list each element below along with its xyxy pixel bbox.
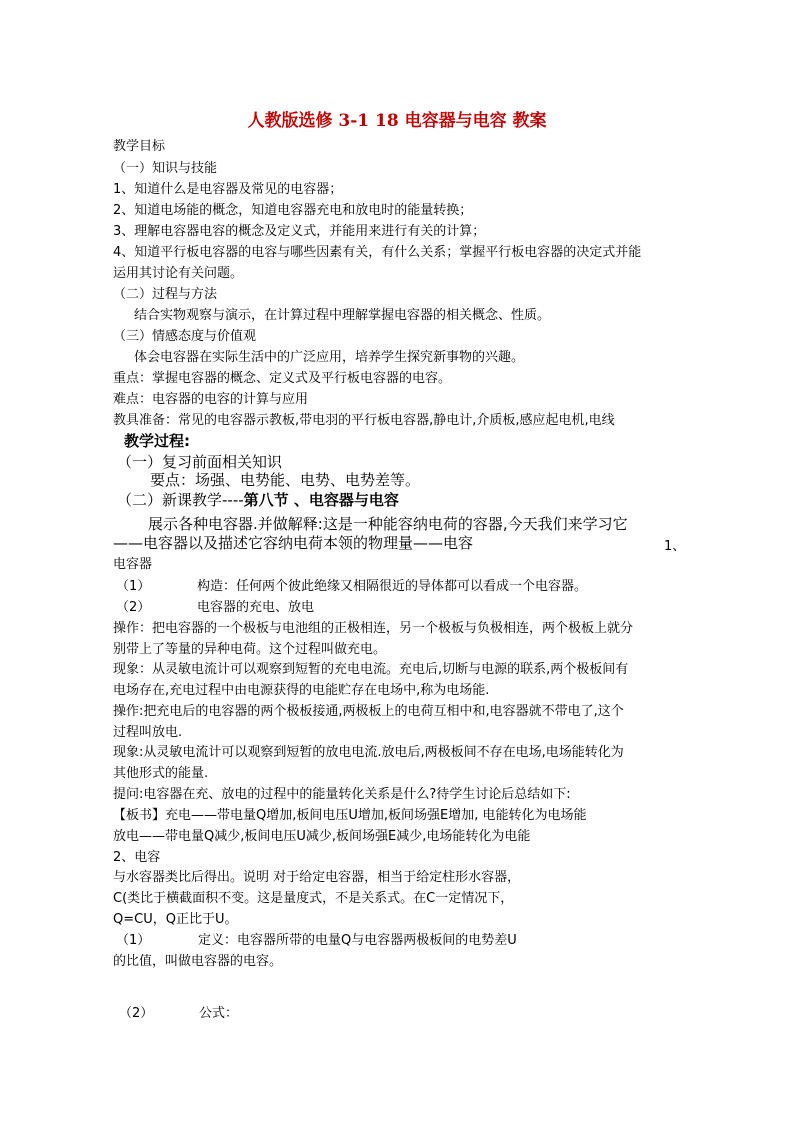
text-line: （一）知识与技能 <box>113 161 218 176</box>
item-number: （2） <box>116 600 151 615</box>
text-line: 定义：电容器所带的电量Q与电容器两极板间的电势差U <box>198 933 517 948</box>
text-line: 提问:电容器在充、放电的过程中的能量转化关系是什么?待学生讨论后总结如下: <box>113 787 571 802</box>
text-line: 运用其讨论有关问题。 <box>113 266 244 281</box>
text-line: 的比值，叫做电容器的电容。 <box>113 954 283 969</box>
text-line: 体会电容器在实际生活中的广泛应用，培养学生探究新事物的兴趣。 <box>121 350 525 365</box>
text-line: 结合实物观察与演示，在计算过程中理解掌握电容器的相关概念、性质。 <box>121 308 551 323</box>
text-line: 电场存在,充电过程中由电源获得的电能贮存在电场中,称为电场能. <box>113 683 490 698</box>
text-line: （二）过程与方法 <box>113 287 218 302</box>
text-line: （一）复习前面相关知识 <box>117 453 283 471</box>
text-line: 4、知道平行板电容器的电容与哪些因素有关，有什么关系；掌握平行板电容器的决定式并能 <box>113 245 642 260</box>
text-line: 2、电容 <box>113 850 161 865</box>
text-line: 要点：场强、电势能、电势、电势差等。 <box>150 471 421 489</box>
text-line: 【板书】充电——带电量Q增加,板间电压U增加,板间场强E增加, 电能转化为电场能 <box>113 808 587 823</box>
text-line: 过程叫放电. <box>113 725 183 740</box>
text-line: 2、知道电场能的概念，知道电容器充电和放电时的能量转换； <box>113 203 473 218</box>
text-line: 教具准备：常见的电容器示教板,带电羽的平行板电容器,静电计,介质板,感应起电机,电线 <box>113 413 615 428</box>
text-line: 教学目标 <box>113 139 166 154</box>
text-line: ——电容器以及描述它容纳电荷本领的物理量——电容 <box>113 534 474 552</box>
text-line: 构造：任何两个彼此绝缘又相隔很近的导体都可以看成一个电容器。 <box>197 579 588 594</box>
text-line <box>117 490 399 510</box>
text-line: 1、知道什么是电容器及常见的电容器； <box>113 182 343 197</box>
page-title: 人教版选修 3-1 18 电容器与电容 教案 <box>247 111 547 131</box>
text-line: C(类比于横截面积不变。这是量度式，不是关系式。在C一定情况下， <box>113 891 514 906</box>
text-line: 现象:从灵敏电流计可以观察到短暂的放电电流.放电后,两极板间不存在电场,电场能转化为 <box>113 745 624 760</box>
text-line: Q=CU，Q正比于U。 <box>113 912 238 927</box>
text-line: 公式： <box>199 1006 239 1021</box>
text-line: 别带上了等量的异种电荷。这个过程叫做充电。 <box>113 642 387 657</box>
text-line: （三）情感态度与价值观 <box>113 329 257 344</box>
text-line: 重点：掌握电容器的概念、定义式及平行板电容器的电容。 <box>113 371 452 386</box>
item-number: （1） <box>116 579 151 594</box>
lesson-title: 第八节 、电容器与电容 <box>243 491 399 509</box>
text-line: 电容器的充电、放电 <box>197 600 315 615</box>
item-number: （1） <box>116 933 151 948</box>
text-line: 操作：把电容器的一个极板与电池组的正极相连，另一个极板与负极相连，两个极板上就分 <box>113 621 634 636</box>
text-line: 放电——带电量Q减少,板间电压U减少,板间场强E减少,电场能转化为电能 <box>113 829 531 844</box>
text-line: 3、理解电容器电容的概念及定义式，并能用来进行有关的计算； <box>113 224 486 239</box>
text-line: 与水容器类比后得出。说明 对于给定电容器，相当于给定柱形水容器， <box>113 870 521 885</box>
text-line: 难点：电容器的电容的计算与应用 <box>113 392 309 407</box>
text-line: 现象：从灵敏电流计可以观察到短暂的充电电流。充电后,切断与电源的联系,两个极板间有 <box>113 662 629 677</box>
item-number: （2） <box>119 1006 154 1021</box>
section-heading: 教学过程: <box>124 432 190 450</box>
text-line: 其他形式的能量. <box>113 766 209 781</box>
text-line: 展示各种电容器.并做解释:这是一种能容纳电荷的容器,今天我们来学习它 <box>148 515 628 533</box>
item-number: 1、 <box>664 539 686 554</box>
text-line: 电容器 <box>113 557 153 572</box>
section-label: （二）新课教学---- <box>117 491 244 509</box>
text-line: 操作:把充电后的电容器的两个极板接通,两极板上的电荷互相中和,电容器就不带电了,这个 <box>113 704 624 719</box>
